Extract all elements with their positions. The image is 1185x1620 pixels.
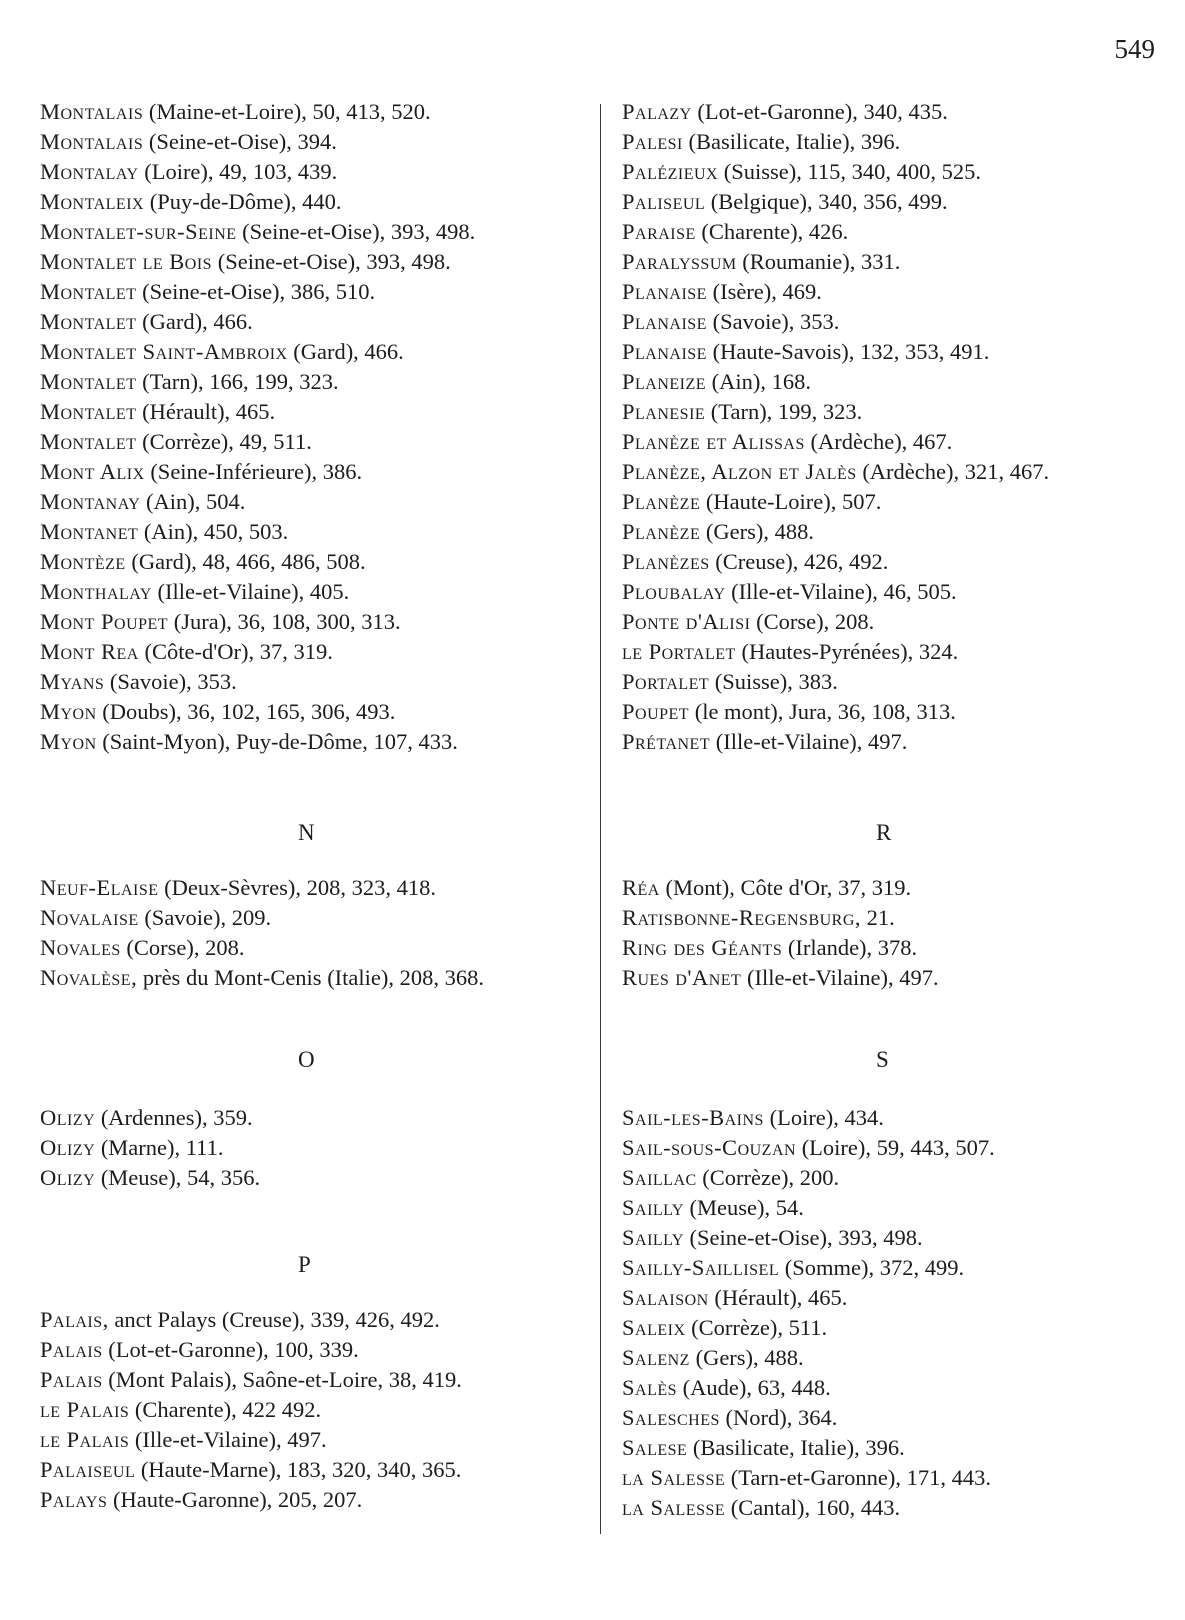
index-entry: Planaise (Haute-Savois), 132, 353, 491.: [622, 339, 990, 364]
index-entry: Montalet (Seine-et-Oise), 386, 510.: [40, 279, 376, 304]
index-entry: Montalais (Seine-et-Oise), 394.: [40, 129, 337, 154]
index-entry: Planeize (Ain), 168.: [622, 369, 812, 394]
index-entry: Neuf-Elaise (Deux-Sèvres), 208, 323, 418.: [40, 875, 436, 900]
index-entry: Novales (Corse), 208.: [40, 935, 245, 960]
index-entry: Myans (Savoie), 353.: [40, 669, 237, 694]
index-entry: Salaison (Hérault), 465.: [622, 1285, 848, 1310]
index-entry: Rues d'Anet (Ille-et-Vilaine), 497.: [622, 965, 939, 990]
index-entry: Planaise (Isère), 469.: [622, 279, 822, 304]
index-entry: Poupet (le mont), Jura, 36, 108, 313.: [622, 699, 956, 724]
index-entry: le Palais (Ille-et-Vilaine), 497.: [40, 1427, 327, 1452]
index-entry: le Palais (Charente), 422 492.: [40, 1397, 322, 1422]
index-entry: Sail-les-Bains (Loire), 434.: [622, 1105, 884, 1130]
index-entry: Mont Poupet (Jura), 36, 108, 300, 313.: [40, 609, 401, 634]
index-entry: Ring des Géants (Irlande), 378.: [622, 935, 918, 960]
section-letter-n: N: [298, 820, 315, 845]
index-entry: Planèze (Gers), 488.: [622, 519, 814, 544]
index-entry: Salese (Basilicate, Italie), 396.: [622, 1435, 905, 1460]
index-entry: Planèze et Alissas (Ardèche), 467.: [622, 429, 953, 454]
right-p-entries: [622, 97, 1162, 757]
left-m-entries: [40, 97, 590, 757]
index-entry: Palesi (Basilicate, Italie), 396.: [622, 129, 901, 154]
index-entry: Monthalay (Ille-et-Vilaine), 405.: [40, 579, 350, 604]
index-entry: Paliseul (Belgique), 340, 356, 499.: [622, 189, 948, 214]
index-entry: Portalet (Suisse), 383.: [622, 669, 838, 694]
section-letter-p: P: [298, 1252, 311, 1277]
index-entry: la Salesse (Cantal), 160, 443.: [622, 1495, 901, 1520]
section-letter-r: R: [876, 820, 892, 845]
index-entry: Salès (Aude), 63, 448.: [622, 1375, 831, 1400]
index-entry: Montalay (Loire), 49, 103, 439.: [40, 159, 338, 184]
index-entry: Montaleix (Puy-de-Dôme), 440.: [40, 189, 342, 214]
right-r-entries: [622, 873, 939, 993]
index-entry: Olizy (Ardennes), 359.: [40, 1105, 253, 1130]
index-entry: Salesches (Nord), 364.: [622, 1405, 838, 1430]
index-entry: Sailly (Seine-et-Oise), 393, 498.: [622, 1225, 923, 1250]
index-entry: Sailly-Saillisel (Somme), 372, 499.: [622, 1255, 965, 1280]
index-entry: Montèze (Gard), 48, 466, 486, 508.: [40, 549, 366, 574]
index-entry: Montalet-sur-Seine (Seine-et-Oise), 393, 498.: [40, 219, 476, 244]
index-entry: Sail-sous-Couzan (Loire), 59, 443, 507.: [622, 1135, 995, 1160]
index-entry: Palézieux (Suisse), 115, 340, 400, 525.: [622, 159, 982, 184]
index-entry: Montalet Saint-Ambroix (Gard), 466.: [40, 339, 404, 364]
index-entry: Saleix (Corrèze), 511.: [622, 1315, 828, 1340]
index-entry: Olizy (Meuse), 54, 356.: [40, 1165, 261, 1190]
index-entry: Planaise (Savoie), 353.: [622, 309, 840, 334]
index-entry: Planesie (Tarn), 199, 323.: [622, 399, 863, 424]
index-entry: Montalet (Corrèze), 49, 511.: [40, 429, 312, 454]
right-s-entries: [622, 1103, 995, 1523]
index-entry: Saillac (Corrèze), 200.: [622, 1165, 840, 1190]
index-entry: Montalet (Gard), 466.: [40, 309, 253, 334]
index-entry: Salenz (Gers), 488.: [622, 1345, 804, 1370]
index-entry: Paralyssum (Roumanie), 331.: [622, 249, 901, 274]
column-divider: [600, 104, 601, 1534]
left-o-entries: [40, 1103, 260, 1193]
index-entry: Sailly (Meuse), 54.: [622, 1195, 804, 1220]
index-entry: Montalais (Maine-et-Loire), 50, 413, 520.: [40, 99, 431, 124]
index-entry: Novalaise (Savoie), 209.: [40, 905, 272, 930]
index-entry: Palais (Lot-et-Garonne), 100, 339.: [40, 1337, 359, 1362]
index-entry: Palais, anct Palays (Creuse), 339, 426, 492.: [40, 1307, 440, 1332]
page-number: 549: [1114, 34, 1155, 64]
index-entry: Palazy (Lot-et-Garonne), 340, 435.: [622, 99, 948, 124]
index-entry: le Portalet (Hautes-Pyrénées), 324.: [622, 639, 959, 664]
index-entry: Olizy (Marne), 111.: [40, 1135, 224, 1160]
index-entry: Mont Alix (Seine-Inférieure), 386.: [40, 459, 363, 484]
index-entry: Montalet (Hérault), 465.: [40, 399, 276, 424]
index-entry: Palaiseul (Haute-Marne), 183, 320, 340, 365.: [40, 1457, 462, 1482]
index-entry: Réa (Mont), Côte d'Or, 37, 319.: [622, 875, 912, 900]
index-entry: Myon (Doubs), 36, 102, 165, 306, 493.: [40, 699, 396, 724]
index-entry: Ploubalay (Ille-et-Vilaine), 46, 505.: [622, 579, 957, 604]
index-entry: Montalet le Bois (Seine-et-Oise), 393, 498.: [40, 249, 451, 274]
index-entry: Paraise (Charente), 426.: [622, 219, 849, 244]
index-entry: Novalèse, près du Mont-Cenis (Italie), 208, 368.: [40, 965, 485, 990]
index-entry: Planèze, Alzon et Jalès (Ardèche), 321, 467.: [622, 459, 1050, 484]
index-entry: la Salesse (Tarn-et-Garonne), 171, 443.: [622, 1465, 991, 1490]
index-entry: Montanay (Ain), 504.: [40, 489, 246, 514]
index-entry: Mont Rea (Côte-d'Or), 37, 319.: [40, 639, 333, 664]
section-letter-s: S: [876, 1047, 889, 1072]
index-entry: Ponte d'Alisi (Corse), 208.: [622, 609, 875, 634]
index-entry: Ratisbonne-Regensburg, 21.: [622, 905, 895, 930]
index-entry: Myon (Saint-Myon), Puy-de-Dôme, 107, 433.: [40, 729, 458, 754]
left-n-entries: [40, 873, 594, 993]
left-p-entries: [40, 1305, 462, 1515]
index-entry: Palays (Haute-Garonne), 205, 207.: [40, 1487, 363, 1512]
index-entry: Palais (Mont Palais), Saône-et-Loire, 38, 419.: [40, 1367, 462, 1392]
index-entry: Prétanet (Ille-et-Vilaine), 497.: [622, 729, 908, 754]
index-entry: Planèzes (Creuse), 426, 492.: [622, 549, 889, 574]
index-entry: Planèze (Haute-Loire), 507.: [622, 489, 882, 514]
index-entry: Montanet (Ain), 450, 503.: [40, 519, 289, 544]
section-letter-o: O: [298, 1047, 315, 1072]
index-entry: Montalet (Tarn), 166, 199, 323.: [40, 369, 339, 394]
